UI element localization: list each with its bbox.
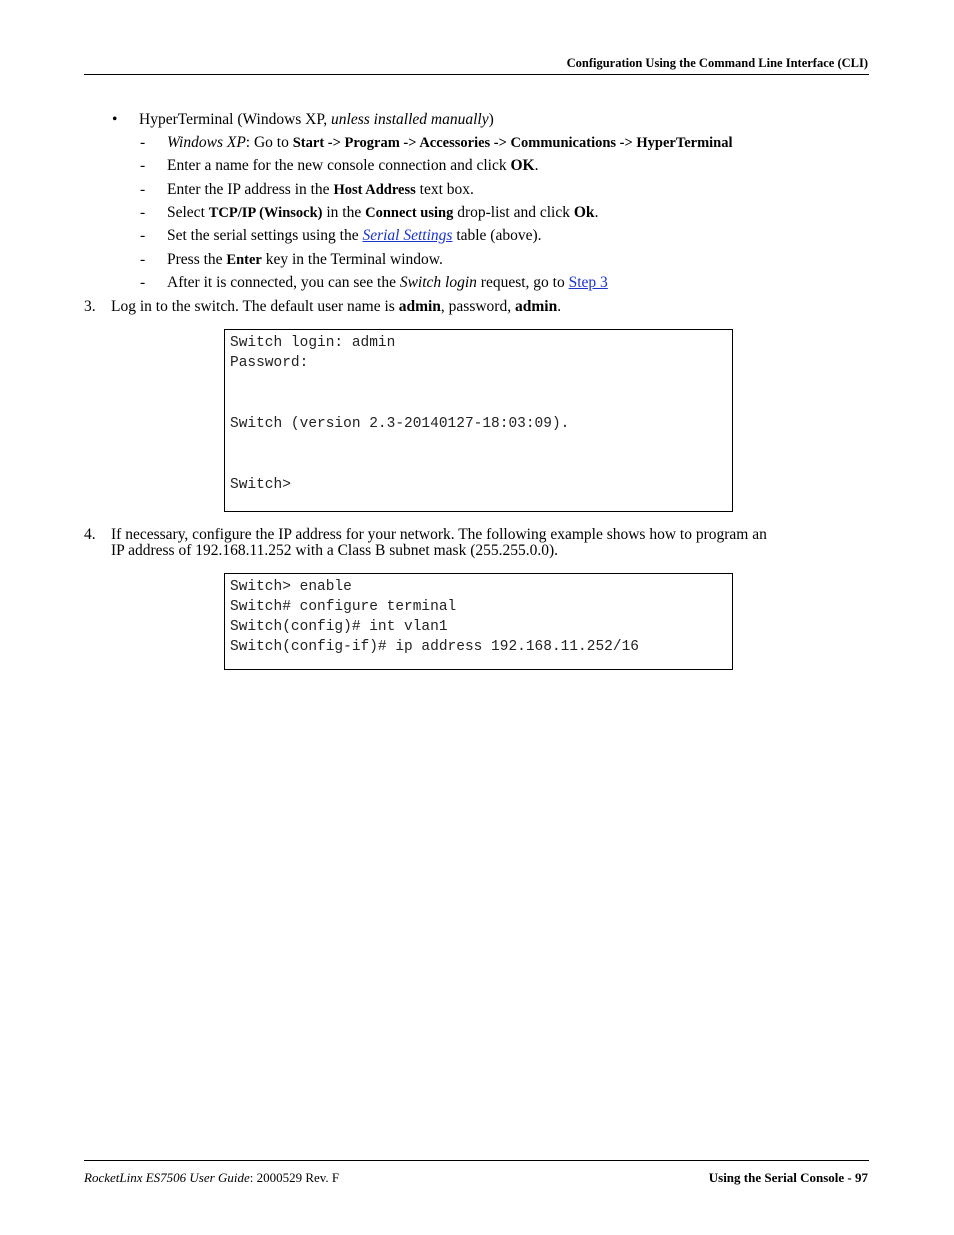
- press-text: Press the: [167, 251, 227, 268]
- ip-config-console-box: [224, 573, 733, 670]
- console-line: Switch# configure terminal: [230, 599, 457, 615]
- tcp-winsock-label: TCP/IP (Winsock): [208, 205, 323, 221]
- default-username: admin: [398, 298, 441, 315]
- menu-path: Start -> Program -> Accessories -> Communications -> HyperTerminal: [292, 135, 733, 151]
- dash: -: [140, 204, 146, 221]
- dash: -: [140, 181, 146, 198]
- console-line: Switch (version 2.3-20140127-18:03:09).: [230, 416, 570, 432]
- unless-installed-text: unless installed manually: [331, 111, 489, 128]
- console-line: Switch> enable: [230, 579, 352, 595]
- in-text: in the: [322, 204, 366, 221]
- header-rule: [84, 74, 869, 75]
- switch-login-text: Switch login: [399, 274, 477, 291]
- enter-key-label: Enter: [226, 252, 262, 268]
- serial-settings-link-text: Serial Settings: [362, 227, 453, 244]
- console-line: Password:: [230, 355, 309, 371]
- dash: -: [140, 157, 146, 174]
- enter-name-text: Enter a name for the new console connection and click: [167, 157, 511, 174]
- login-text: Log in to the switch. The default user name is: [111, 298, 399, 315]
- droplist-text: drop-list and click: [453, 204, 574, 221]
- terminal-window-text: key in the Terminal window.: [261, 251, 443, 268]
- step-3-link[interactable]: Step 3: [568, 274, 608, 291]
- textbox-text: text box.: [415, 181, 474, 198]
- step-3-text: [111, 298, 561, 316]
- ok-label: Ok: [573, 204, 595, 221]
- console-line: Switch>: [230, 477, 291, 493]
- serial-settings-link[interactable]: [362, 227, 452, 244]
- connected-text: After it is connected, you can see the: [167, 274, 400, 291]
- default-password: admin: [514, 298, 558, 315]
- step-number-3: 3.: [84, 298, 96, 315]
- dash: -: [140, 227, 146, 244]
- step-4-line-2: IP address of 192.168.11.252 with a Class B subnet mask (255.255.0.0).: [111, 542, 559, 559]
- goto-text: : Go to: [245, 134, 293, 151]
- footer-doc-number: : 2000529 Rev. F: [249, 1170, 340, 1185]
- dash: -: [140, 251, 146, 268]
- header-title: Configuration Using the Command Line Interface (CLI): [566, 56, 868, 70]
- substep-after-connected: [167, 274, 608, 292]
- connect-using-label: Connect using: [365, 205, 454, 221]
- substep-press-enter: [167, 251, 443, 269]
- password-text: , password,: [440, 298, 515, 315]
- period: .: [534, 157, 539, 174]
- request-text: request, go to: [476, 274, 569, 291]
- serial-text: Set the serial settings using the: [167, 227, 363, 244]
- ok-label: OK: [510, 157, 535, 174]
- step-4-line-1: If necessary, configure the IP address for your network. The following example shows how to program an: [111, 526, 767, 543]
- step-number-4: 4.: [84, 526, 96, 543]
- hyperterminal-text: HyperTerminal (Windows XP,: [139, 111, 332, 128]
- hyperterminal-line: [139, 111, 494, 129]
- footer-rule: [84, 1160, 869, 1161]
- dash: -: [140, 134, 146, 151]
- period: .: [557, 298, 562, 315]
- substep-serial-settings: [167, 227, 542, 245]
- paren-close: ): [488, 111, 494, 128]
- winxp-text: Windows XP: [167, 134, 246, 151]
- bullet-symbol: •: [112, 111, 118, 128]
- period: .: [594, 204, 599, 221]
- console-line: Switch login: admin: [230, 335, 396, 351]
- substep-winxp: [167, 134, 733, 152]
- footer-doc-info: [84, 1170, 339, 1186]
- substep-enter-name: [167, 157, 538, 175]
- dash: -: [140, 274, 146, 291]
- substep-select-tcp: [167, 204, 598, 222]
- host-address-label: Host Address: [333, 182, 416, 198]
- login-console-box: [224, 329, 733, 512]
- substep-ip-address: [167, 181, 474, 199]
- table-above-text: table (above).: [452, 227, 542, 244]
- footer-product: RocketLinx ES7506 User Guide: [84, 1170, 250, 1185]
- ip-text: Enter the IP address in the: [167, 181, 334, 198]
- console-line: Switch(config-if)# ip address 192.168.11.252/16: [230, 639, 639, 655]
- footer-page-label: Using the Serial Console - 97: [708, 1170, 868, 1185]
- console-line: Switch(config)# int vlan1: [230, 619, 448, 635]
- select-text: Select: [167, 204, 209, 221]
